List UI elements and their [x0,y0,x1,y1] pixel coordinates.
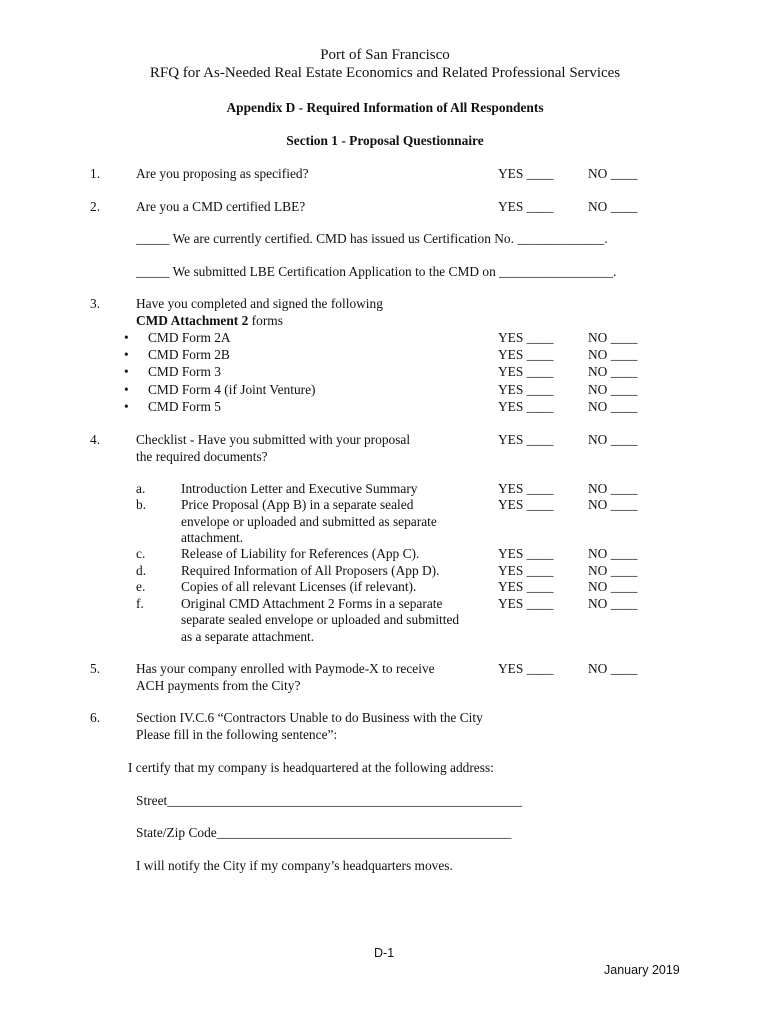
q3-item-form5: CMD Form 5 [148,399,221,414]
q3-item-form4: CMD Form 4 (if Joint Venture) [148,382,316,397]
q1-number: 1. [90,166,101,181]
q4f-letter: f. [136,596,144,611]
q2-application-option[interactable]: _____ We submitted LBE Certification Application to the CMD on _________________. [136,264,617,279]
q4-text-line2: the required documents? [136,449,268,464]
q4b-text: Price Proposal (App B) in a separate sealed [181,497,414,512]
bullet-icon: • [124,347,129,362]
q5-yes-field[interactable]: YES ____ [498,661,554,676]
state-zip-field[interactable]: State/Zip Code____________________________________________ [136,825,512,840]
bullet-icon: • [124,382,129,397]
q4e-letter: e. [136,579,146,594]
header-subtitle: RFQ for As-Needed Real Estate Economics and Related Professional Services [149,65,621,81]
q5-text: Has your company enrolled with Paymode-X to receive [136,661,435,676]
page-number: D-1 [374,946,395,960]
q4a-text: Introduction Letter and Executive Summary [181,481,418,496]
q2-no-field[interactable]: NO ____ [588,199,638,214]
q3-form3-no[interactable]: NO ____ [588,364,638,379]
q3-form2b-yes[interactable]: YES ____ [498,347,554,362]
q3-form5-yes[interactable]: YES ____ [498,399,554,414]
q4f-text-line2: separate sealed envelope or uploaded and submitted [181,612,460,627]
q4f-text-line3: as a separate attachment. [181,629,315,644]
q4a-no[interactable]: NO ____ [588,481,638,496]
q3-text-line2 [136,313,283,329]
q6-text: Section IV.C.6 “Contractors Unable to do Business with the City [136,710,483,725]
certify-statement: I certify that my company is headquartered at the following address: [128,760,494,775]
q3-form4-yes[interactable]: YES ____ [498,382,554,397]
q4b-no[interactable]: NO ____ [588,497,638,512]
bullet-icon: • [124,364,129,379]
q1-yes-field[interactable]: YES ____ [498,166,554,181]
q3-number: 3. [90,296,101,311]
q4-number: 4. [90,432,101,447]
q4a-letter: a. [136,481,146,496]
q4b-text-line3: attachment. [181,530,244,545]
q4d-text: Required Information of All Proposers (App D). [181,563,440,578]
header-title: Port of San Francisco [320,47,450,63]
q4c-no[interactable]: NO ____ [588,546,638,561]
q3-forms-label: forms [248,313,283,328]
q3-form3-yes[interactable]: YES ____ [498,364,554,379]
q3-item-form3: CMD Form 3 [148,364,221,379]
q3-item-form2a: CMD Form 2A [148,330,231,345]
q2-certified-option[interactable]: _____ We are currently certified. CMD has issued us Certification No. _____________. [136,231,608,246]
q4d-no[interactable]: NO ____ [588,563,638,578]
section-heading: Section 1 - Proposal Questionnaire [286,133,484,148]
q1-no-field[interactable]: NO ____ [588,166,638,181]
q2-yes-field[interactable]: YES ____ [498,199,554,214]
q4e-yes[interactable]: YES ____ [498,579,554,594]
q4b-yes[interactable]: YES ____ [498,497,554,512]
q2-number: 2. [90,199,101,214]
appendix-heading: Appendix D - Required Information of All Respondents [226,100,544,115]
footer-date: January 2019 [604,963,680,977]
q3-form2b-no[interactable]: NO ____ [588,347,638,362]
q5-text-line2: ACH payments from the City? [136,678,301,693]
q5-no-field[interactable]: NO ____ [588,661,638,676]
q3-item-form2b: CMD Form 2B [148,347,230,362]
q4f-no[interactable]: NO ____ [588,596,638,611]
bullet-icon: • [124,399,129,414]
q4c-letter: c. [136,546,146,561]
street-field[interactable]: Street_____________________________________________________ [136,793,523,808]
q4b-text-line2: envelope or uploaded and submitted as separate [181,514,437,529]
bullet-icon: • [124,330,129,345]
q4d-yes[interactable]: YES ____ [498,563,554,578]
q4b-letter: b. [136,497,147,512]
q6-text-line2: Please fill in the following sentence”: [136,727,338,742]
q3-form4-no[interactable]: NO ____ [588,382,638,397]
q4d-letter: d. [136,563,147,578]
q4f-yes[interactable]: YES ____ [498,596,554,611]
q5-number: 5. [90,661,101,676]
q3-form2a-no[interactable]: NO ____ [588,330,638,345]
q3-bold-label: CMD Attachment 2 [136,313,249,328]
q4-yes-field[interactable]: YES ____ [498,432,554,447]
q4-text: Checklist - Have you submitted with your proposal [136,432,411,447]
q4c-text: Release of Liability for References (App C). [181,546,420,561]
q2-text: Are you a CMD certified LBE? [136,199,306,214]
q1-text: Are you proposing as specified? [136,166,309,181]
q4c-yes[interactable]: YES ____ [498,546,554,561]
q3-form2a-yes[interactable]: YES ____ [498,330,554,345]
q3-form5-no[interactable]: NO ____ [588,399,638,414]
q4-no-field[interactable]: NO ____ [588,432,638,447]
q4e-no[interactable]: NO ____ [588,579,638,594]
q4a-yes[interactable]: YES ____ [498,481,554,496]
q6-number: 6. [90,710,101,725]
q4f-text: Original CMD Attachment 2 Forms in a separate [181,596,443,611]
q3-text: Have you completed and signed the following [136,296,383,311]
notify-statement: I will notify the City if my company’s headquarters moves. [136,858,453,873]
q4e-text: Copies of all relevant Licenses (if relevant). [181,579,417,594]
